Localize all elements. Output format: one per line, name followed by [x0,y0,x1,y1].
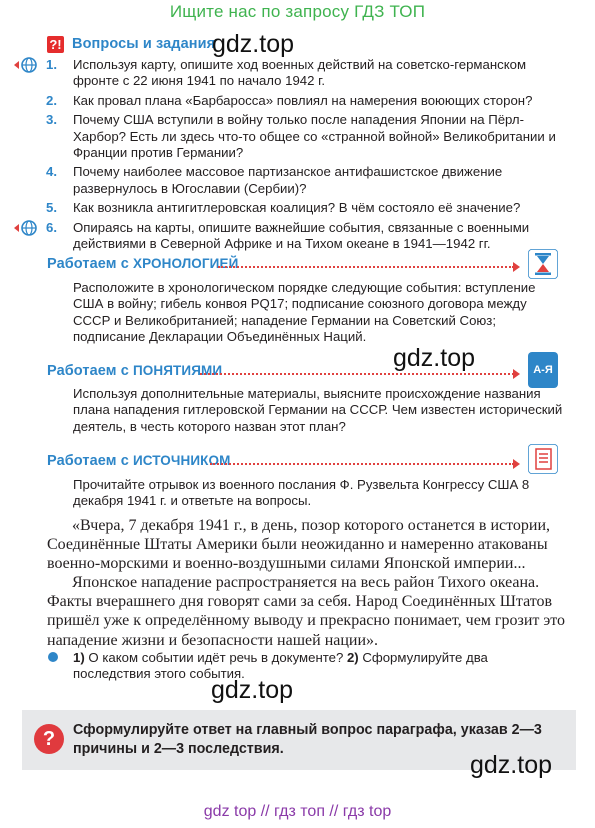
question-text: Опираясь на карты, опишите важнейшие события, связанные с военными действиями в Северной Африке и на Тихом океане в 1941—1942 гг. [73,219,530,252]
question-mark-icon: ? [34,724,64,754]
concepts-text: Используя дополнительные материалы, выясните происхождение названия плана нападения гитлеровской Германии на СССР. Чем известен исторический деятель, в честь которого назван этот план? [73,386,563,434]
dotted-arrow [218,266,514,268]
heading-caps: ИСТОЧНИКОМ [132,453,231,468]
question-item [46,93,566,109]
question-item [46,220,566,253]
question-text: Используя карту, опишите ход военных действий на советско-германском фронте с 22 июня 1941 по начало 1942 г. [73,57,527,89]
heading-prefix: Работаем с [47,453,133,469]
question-number: 1. [46,57,57,72]
question-text: О каком событии идёт речь в документе? [84,650,347,665]
source-intro: Прочитайте отрывок из военного послания Ф. Рузвельта Конгрессу США 8 декабря 1941 г. и ответьте на вопросы. [73,477,530,509]
source-heading [47,453,230,469]
globe-map-icon [12,56,42,74]
question-text: Как возникла антигитлеровская коалиция? В чём состояло её значение? [73,200,521,216]
question-text: Почему наиболее массовое партизанское антифашистское движение развернулось в Югославии (Сербии)? [73,164,503,196]
question-item [46,164,566,197]
questions-heading: Вопросы и задания [72,36,216,52]
question-text: Сформулируйте два последствия этого события. [73,650,488,682]
question-number: 6. [46,219,57,235]
dictionary-icon: А-Я [528,352,558,388]
question-number: 5. [46,200,57,216]
heading-caps: ХРОНОЛОГИЕЙ [132,256,239,271]
dotted-arrow [210,463,514,465]
heading-prefix: Работаем с [47,256,133,272]
watermark: gdz.top [211,676,294,704]
chronology-text: Расположите в хронологическом порядке следующие события: вступление США в войну; гибель конвоя PQ17; подписание союзного договора между СССР и Великобританией; нападение Германии на Советский Союз; подписание Декларации Объединённых Наций. [73,280,536,345]
question-number: 4. [46,164,57,180]
question-text: Почему США вступили в войну только после нападения Японии на Пёрл-Харбор? Есть ли здесь что-то общее со «странной войной» Великобритании и Франции против Германии? [73,112,556,161]
bottom-links[interactable]: gdz top // гдз топ // гдз top [203,803,392,820]
question-number: 1) [73,650,85,665]
question-text: Как провал плана «Барбаросса» повлиял на намерения воюющих сторон? [73,92,533,108]
watermark: gdz.top [212,30,295,58]
dotted-arrow [200,373,514,375]
question-number: 3. [46,112,57,128]
source-questions [73,650,567,683]
watermark: gdz.top [393,344,476,372]
top-banner: Ищите нас по запросу ГДЗ ТОП [169,2,426,21]
questions-list [46,57,566,252]
question-item [46,112,566,161]
bullet-dot [48,652,58,662]
concepts-heading [47,363,222,379]
source-quote-paragraph: «Вчера, 7 декабря 1941 г., в день, позор которого останется в истории, Соединённые Штаты Америки были неожиданно и намеренно атакованы военно-морскими и военно-воздушными силами Японской империи... [47,517,551,573]
chronology-heading [47,256,238,272]
question-number: 2) [346,650,359,665]
heading-caps: ПОНЯТИЯМИ [132,363,223,378]
question-item [46,200,566,216]
heading-prefix: Работаем с [47,363,133,379]
watermark: gdz.top [470,751,553,779]
question-item [46,57,566,90]
final-task-text: Сформулируйте ответ на главный вопрос параграфа, указав 2—3 причины и 2—3 последствия. [73,722,542,757]
hourglass-icon [528,249,558,279]
source-quote-paragraph: Японское нападение распространяется на весь район Тихого океана. Факты вчерашнего дня говорят сами за себя. Народ Соединённых Штатов пришёл уже к определённому выводу и прекрасно понимает, чем грозит это нападение жизни и безопасности нашей нации». [47,574,566,649]
question-number: 2. [46,92,57,108]
questions-icon: ?! [47,36,64,53]
globe-map-icon [12,219,42,237]
scroll-document-icon [528,444,558,474]
